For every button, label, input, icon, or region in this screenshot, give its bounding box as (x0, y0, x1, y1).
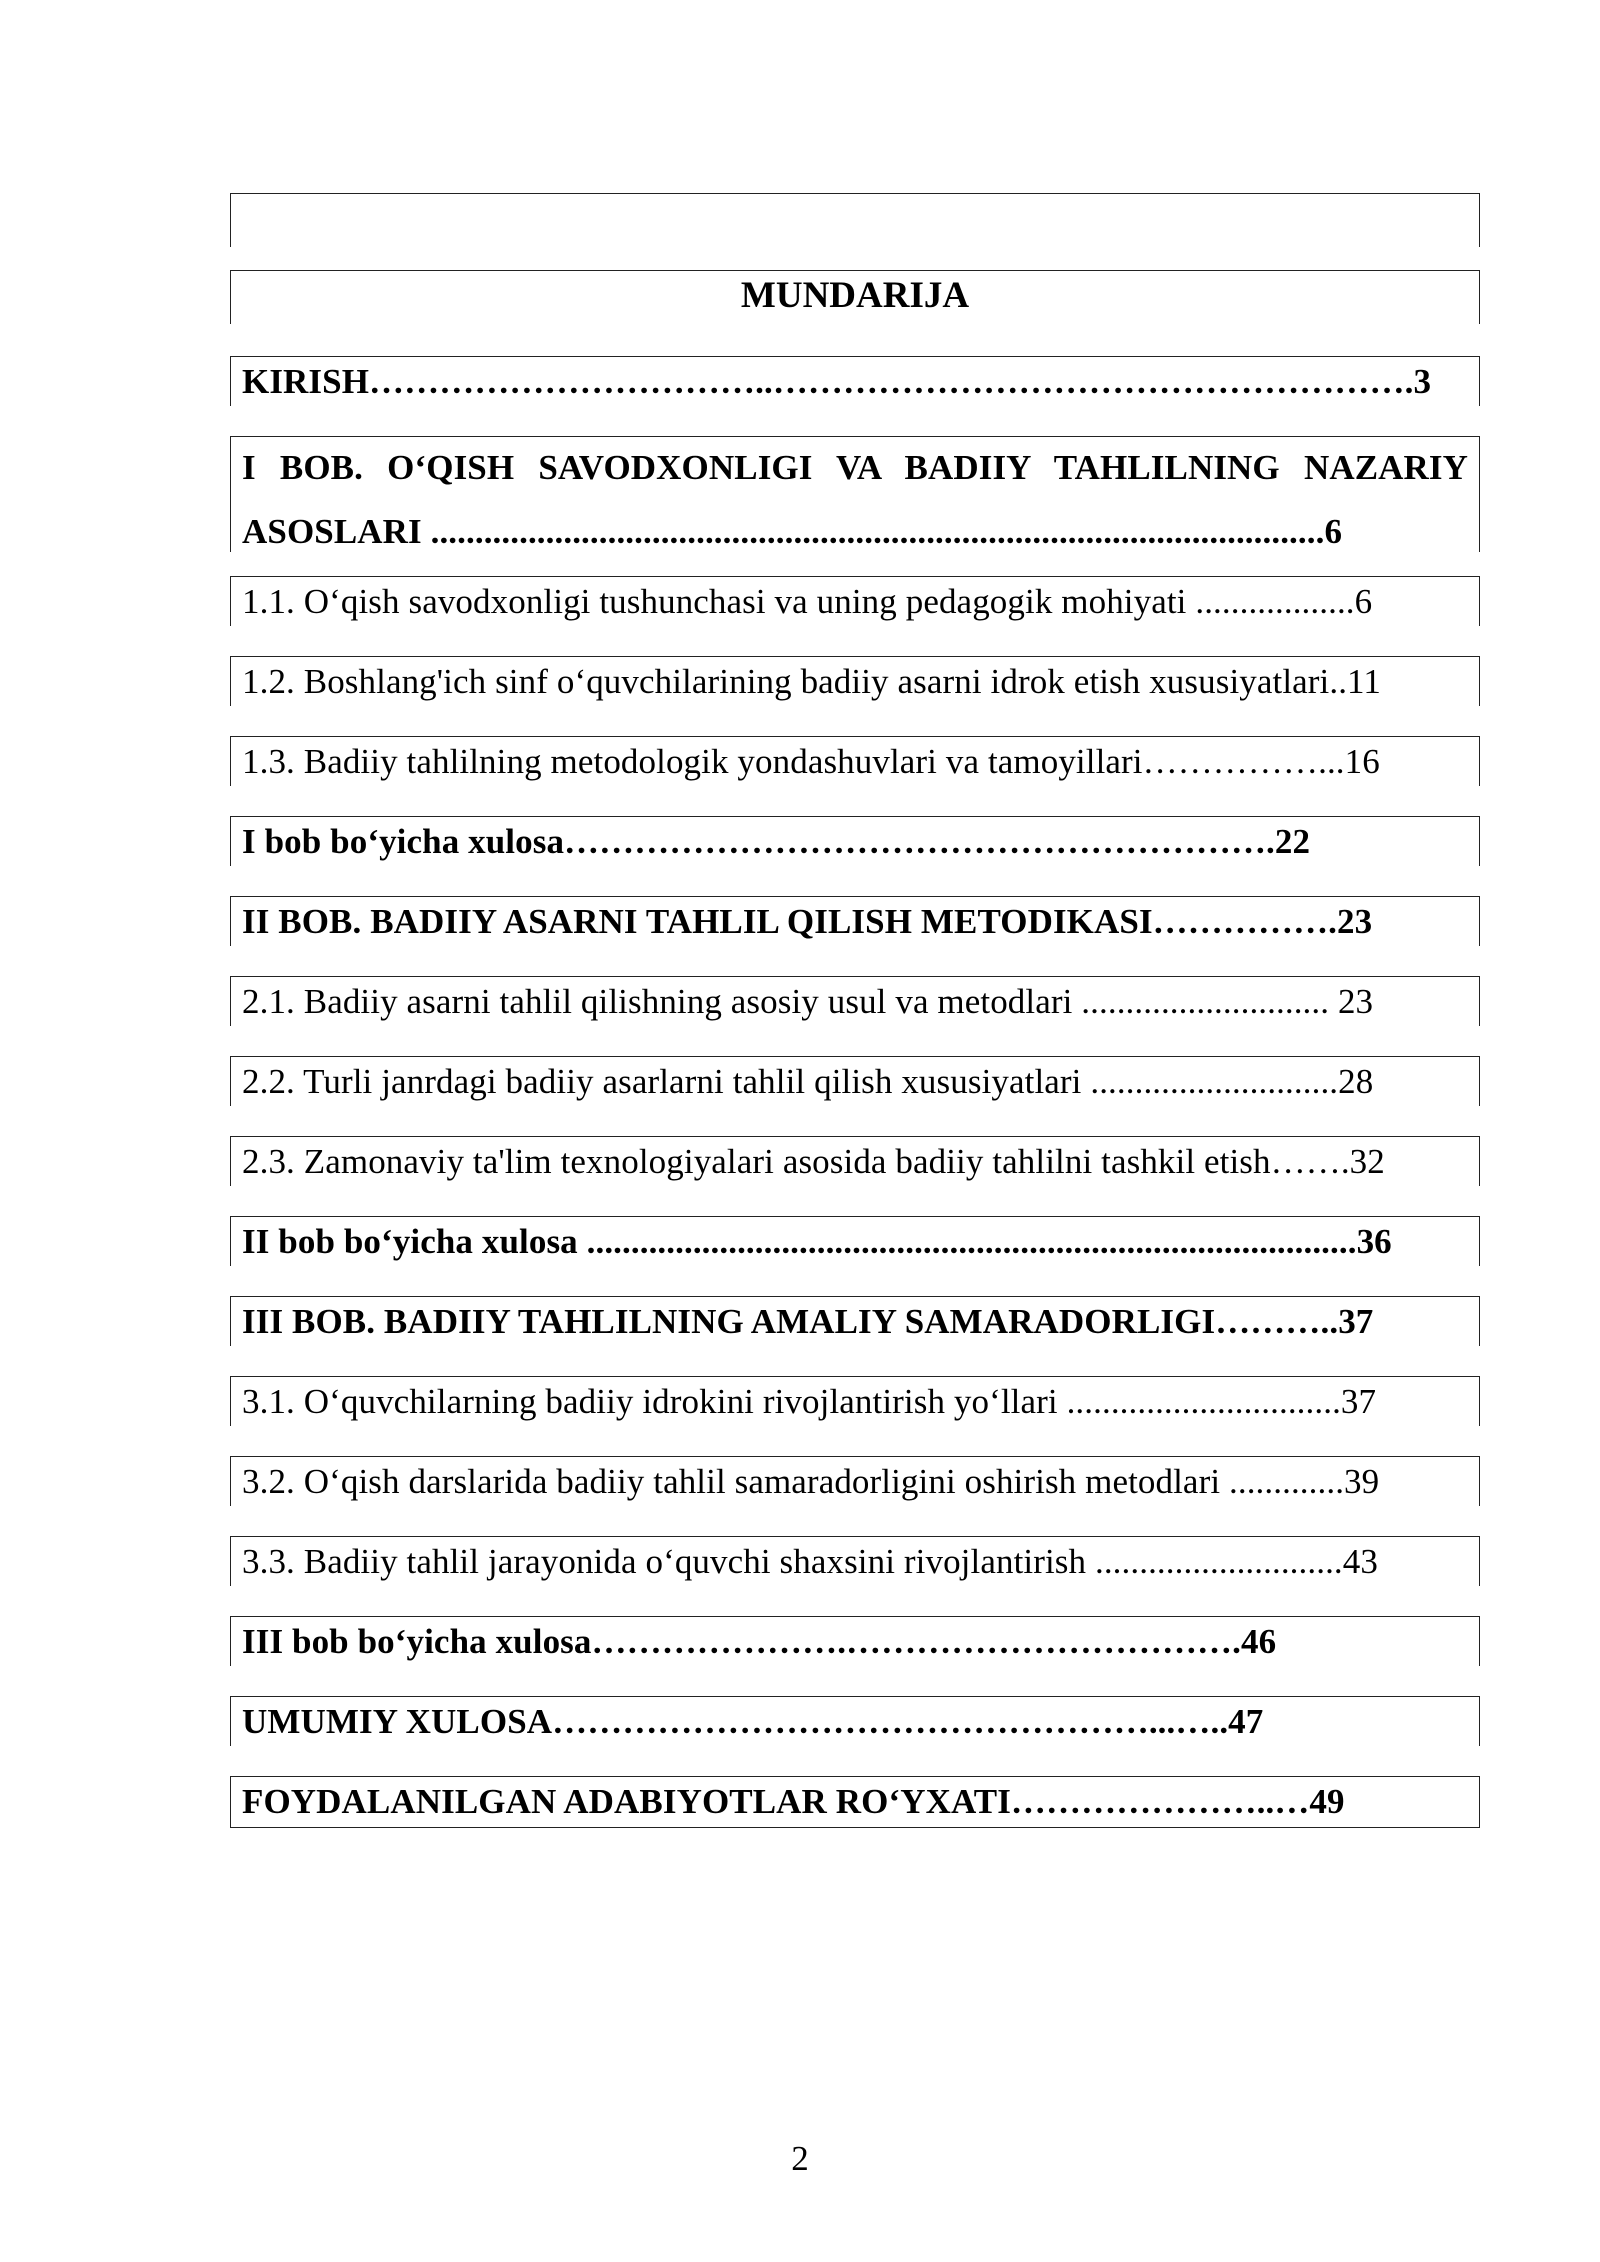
toc-entry-chapter-1: I BOB. O‘QISH SAVODXONLIGI VA BADIIY TAHLILNING NAZARIY ASOSLARI .....................................................................................................6 (242, 448, 1468, 551)
toc-entry-section-2-1: 2.1. Badiiy asarni tahlil qilishning asosiy usul va metodlari ............................ 23 (242, 982, 1374, 1021)
toc-entry-section-3-2: 3.2. O‘qish darslarida badiiy tahlil samaradorligini oshirish metodlari .............39 (242, 1462, 1380, 1501)
toc-entry-section-2-2: 2.2. Turli janrdagi badiiy asarlarni tahlil qilish xususiyatlari ............................28 (242, 1062, 1374, 1101)
toc-entry-chapter-3-conclusion: III bob bo‘yicha xulosa………………….…………………………….46 (242, 1622, 1277, 1661)
toc-entry-chapter-3: III BOB. BADIIY TAHLILNING AMALIY SAMARADORLIGI………..37 (242, 1302, 1374, 1341)
toc-entry-section-3-1: 3.1. O‘quvchilarning badiiy idrokini rivojlantirish yo‘llari ...............................37 (242, 1382, 1377, 1421)
toc-entry-introduction: KIRISH……………………………..……………………………………………….3 (242, 362, 1432, 401)
toc-entry-general-conclusion: UMUMIY XULOSA……………………………………………...…..47 (242, 1702, 1264, 1741)
page-title: MUNDARIJA (740, 275, 970, 316)
page-number: 2 (791, 2139, 809, 2178)
toc-entry-section-1-2: 1.2. Boshlang'ich sinf o‘quvchilarining badiiy asarni idrok etish xususiyatlari..11 (242, 662, 1381, 701)
toc-entry-chapter-2-conclusion: II bob bo‘yicha xulosa .......................................................................................36 (242, 1222, 1392, 1261)
toc-entry-chapter-1-conclusion: I bob bo‘yicha xulosa…………………………………………………….22 (242, 822, 1311, 861)
toc-entry-section-1-1: 1.1. O‘qish savodxonligi tushunchasi va uning pedagogik mohiyati ..................6 (242, 582, 1373, 621)
toc-entry-section-3-3: 3.3. Badiiy tahlil jarayonida o‘quvchi shaxsini rivojlantirish ............................43 (242, 1542, 1378, 1581)
toc-entry-bibliography: FOYDALANILGAN ADABIYOTLAR RO‘YXATI…………………..…49 (242, 1782, 1345, 1821)
empty-header-row (230, 193, 1480, 247)
toc-entry-section-2-3: 2.3. Zamonaviy ta'lim texnologiyalari asosida badiiy tahlilni tashkil etish…….32 (242, 1142, 1385, 1181)
toc-entry-section-1-3: 1.3. Badiiy tahlilning metodologik yondashuvlari va tamoyillari……………...16 (242, 742, 1380, 781)
toc-entry-chapter-2: II BOB. BADIIY ASARNI TAHLIL QILISH METODIKASI…………….23 (242, 902, 1373, 941)
